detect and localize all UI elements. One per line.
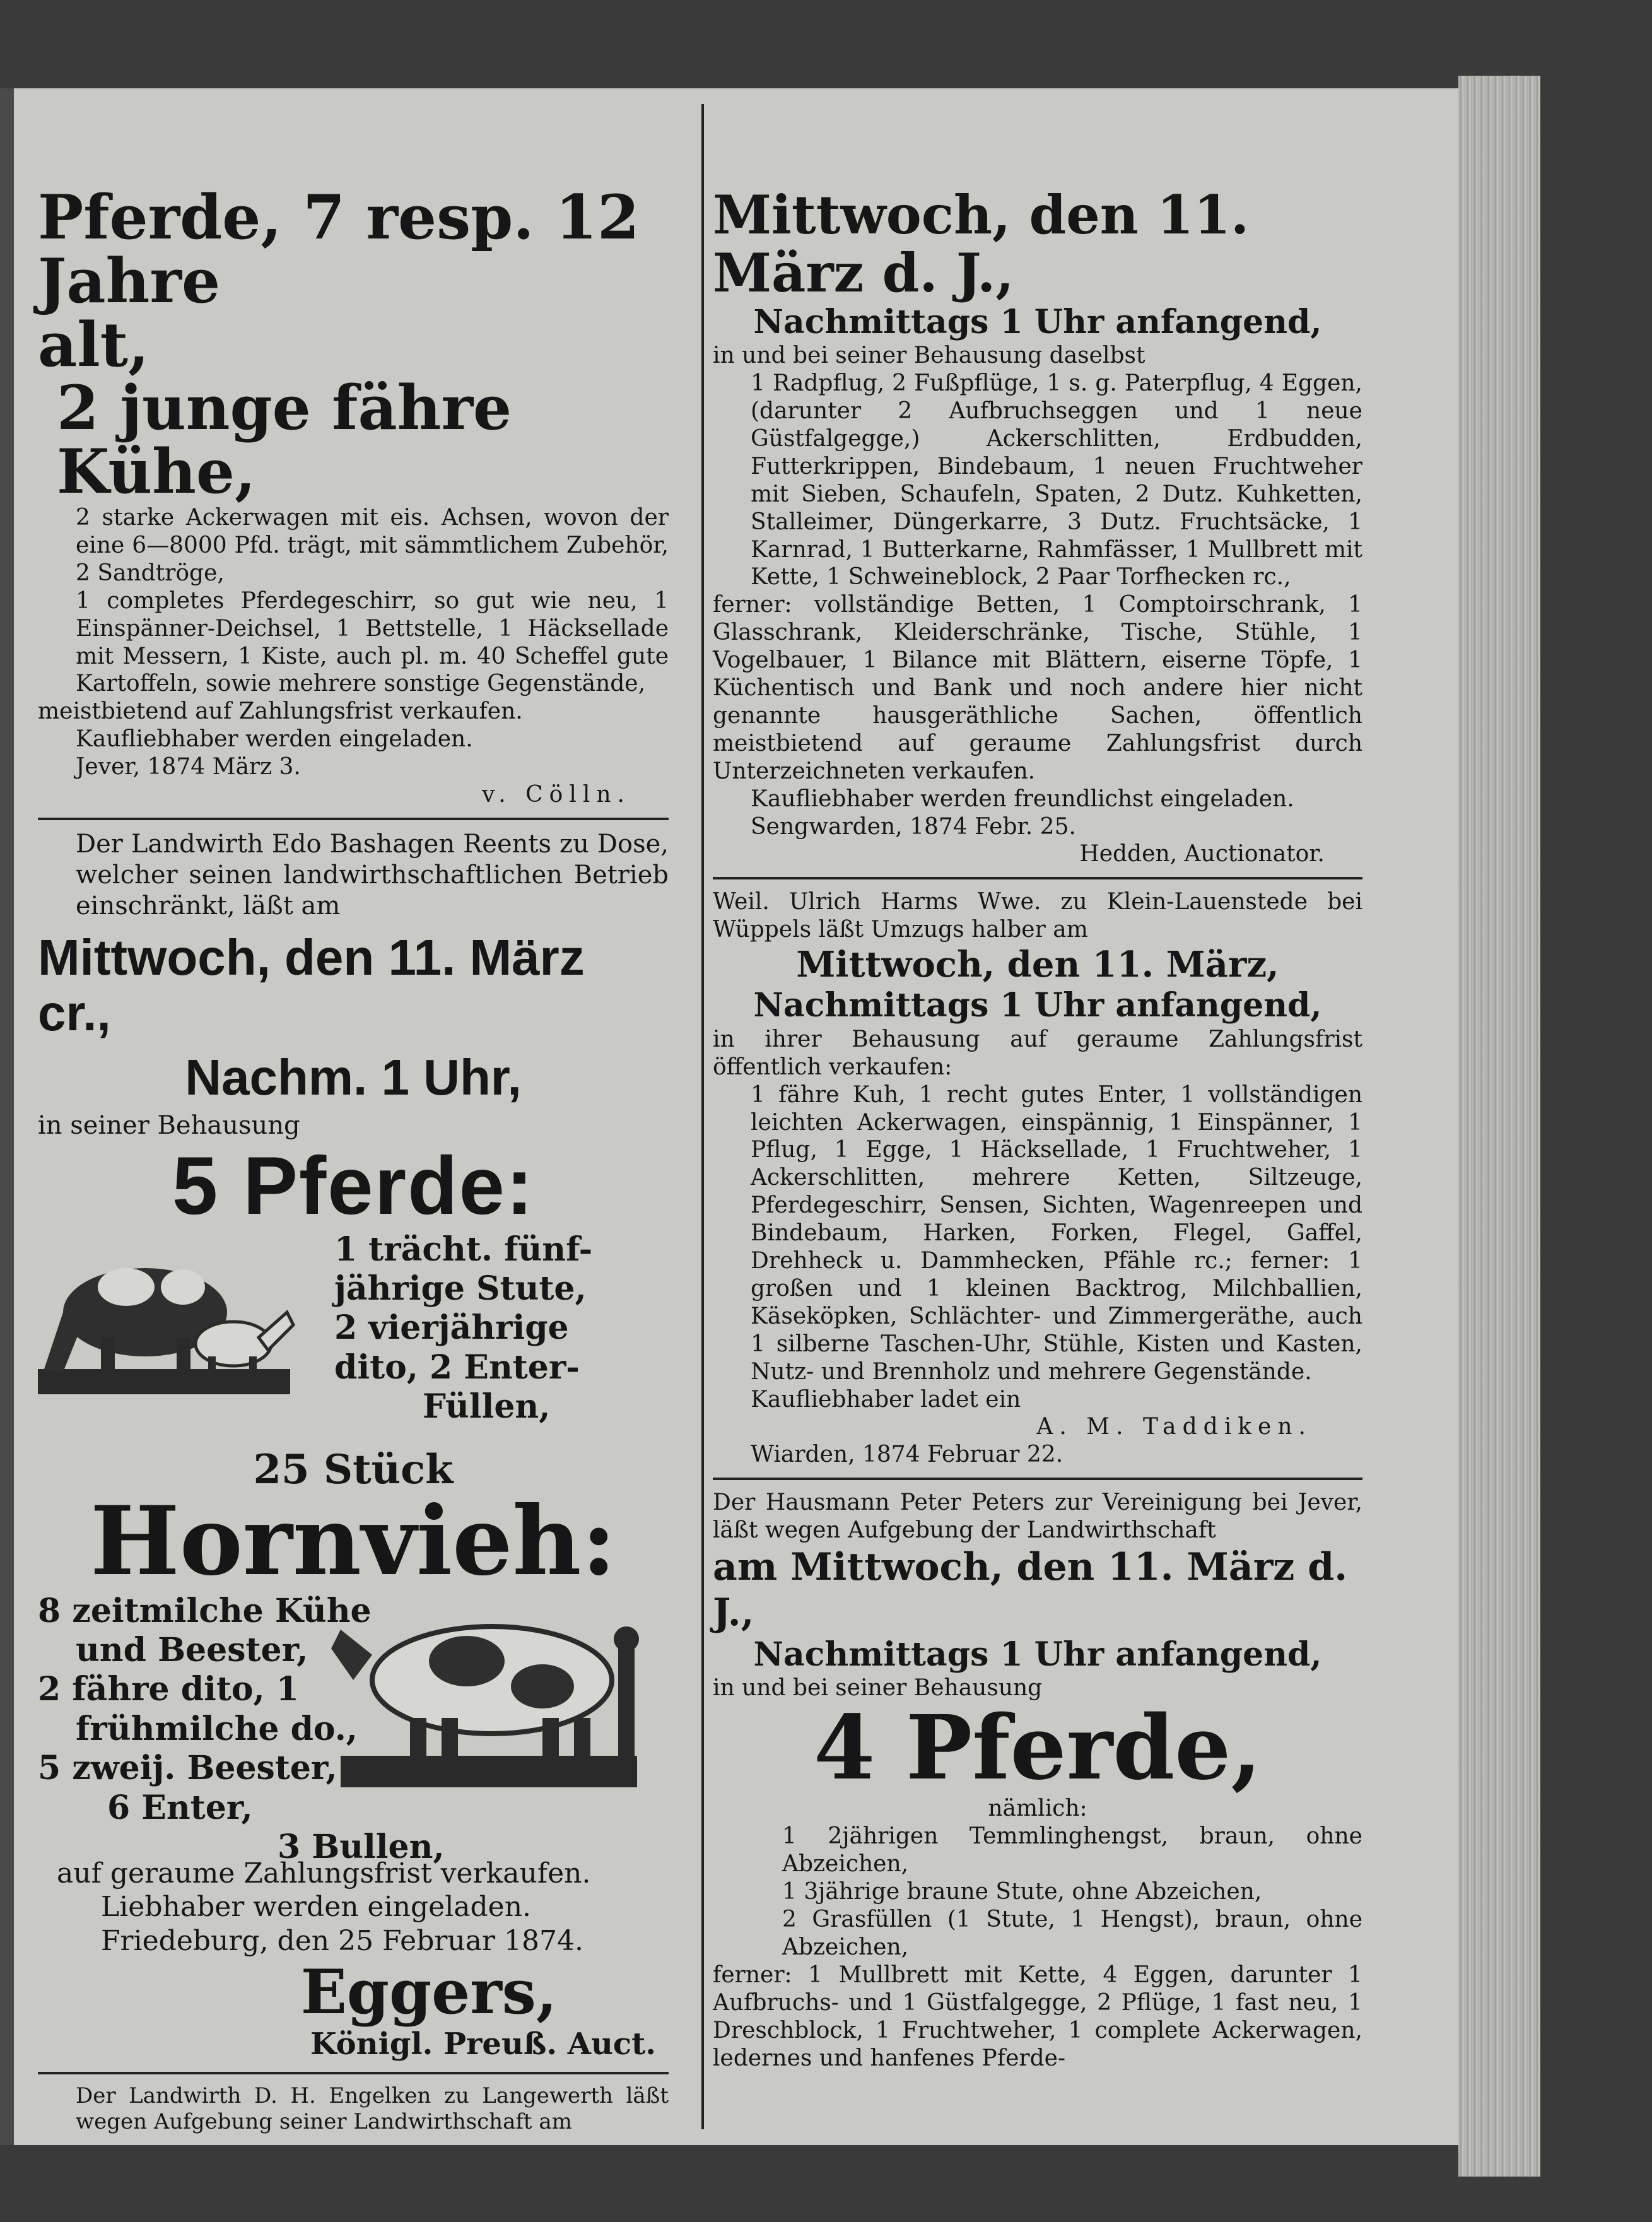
ad-auction-hedden (713, 186, 1362, 868)
ad-date: Sengwarden, 1874 Febr. 25. (751, 813, 1076, 840)
ad-item: 6 Enter, (107, 1788, 253, 1827)
ad-item: 8 zeitmilche Kühe (38, 1591, 372, 1630)
ad-place: in und bei seiner Behausung daselbst (713, 343, 1145, 369)
ad-separator (713, 1478, 1362, 1480)
book-page-edges (1458, 76, 1540, 2177)
ad-invite: Kaufliebhaber ladet ein (751, 1386, 1021, 1413)
ad-item: dito, 2 Enter- (334, 1348, 580, 1387)
ad-date-heading: am Mittwoch, den 11. März d. J., (713, 1545, 1348, 1635)
ad-place: in ihrer Behausung auf geraume Zahlungsfrist öffentlich verkaufen: (713, 1026, 1362, 1080)
ad-heading: 2 junge fähre Kühe, (57, 372, 512, 508)
ad-intro: Der Landwirth Edo Bashagen Reents zu Dose, welcher seinen landwirthschaftlichen Betrieb einschränkt, läßt am (76, 829, 669, 920)
ad-date: Jever, 1874 März 3. (76, 754, 301, 780)
book-binding-edge (0, 88, 14, 2145)
ad-title: Königl. Preuß. Auct. (310, 2026, 656, 2062)
ad-item: 2 vierjährige (334, 1308, 569, 1348)
ad-cattle-heading: Hornvieh: (90, 1486, 616, 1597)
ad-text: nämlich: (988, 1796, 1087, 1822)
ad-intro: Weil. Ulrich Harms Wwe. zu Klein-Lauenstede bei Wüppels läßt Umzugs halber am (713, 889, 1362, 943)
ad-horses-heading: 5 Pferde: (172, 1139, 535, 1232)
ad-count-heading: 25 Stück (253, 1445, 454, 1493)
ad-item: 1 3jährige braune Stute, ohne Abzeichen, (782, 1879, 1262, 1905)
ad-separator (38, 2072, 669, 2074)
ad-date-heading: Mittwoch, den 11. März d. J., (713, 184, 1250, 305)
ad-date-heading: Mittwoch, den 11. März cr., (38, 929, 585, 1042)
ad-item: 2 fähre dito, 1 (38, 1670, 299, 1709)
ad-items: ferner: 1 Mullbrett mit Kette, 4 Eggen, darunter 1 Aufbruchs- und 1 Güstfalgegge, 2 Pflüge, 1 fast neu, 1 Dreschblock, 1 Fruchtweher, 1 complete Ackerwagen, ledernes und hanfenes Pferde- (713, 1961, 1362, 2071)
ad-items: 1 fähre Kuh, 1 recht gutes Enter, 1 vollständigen leichten Ackerwagen, einspännig, 1 Einspänner, 1 Pflug, 1 Egge, 1 Häcksellade, 1 Fruchtweher, 1 Ackerschlitten, mehrere Ketten, Siltzeuge, Pferdegeschirr, Sensen, Sichten, Wagenreepen und Bindebaum, Harken, Forken, Flegel, Gaffel, Drehheck u. Dammhecken, Pfähle rc.; ferner: 1 großen und 1 kleinen Backtrog, Milchballien, Käseköpken, Schlächter- und Zimmergeräthe, auch 1 silberne Taschen-Uhr, Stühle, Kisten und Kasten, Nutz- und Brennholz und mehrere Gegenstände. (751, 1081, 1362, 1385)
ad-item: 3 Bullen, (278, 1828, 445, 1867)
ad-signature: Eggers, (300, 1956, 558, 2028)
ad-item: jährige Stute, (334, 1269, 587, 1308)
ad-separator (38, 818, 669, 820)
ad-time-heading: Nachmittags 1 Uhr anfangend, (753, 1635, 1322, 1674)
ad-item: frühmilche do., (76, 1709, 358, 1748)
ad-place: in seiner Behausung (38, 1111, 300, 1141)
ad-intro: Der Hausmann Peter Peters zur Vereinigung bei Jever, läßt wegen Aufgebung der Landwirthschaft (713, 1490, 1362, 1544)
ad-invite: Liebhaber werden eingeladen. (101, 1891, 532, 1924)
ad-auction-peters (713, 1489, 1362, 2072)
ad-items: ferner: vollständige Betten, 1 Comptoirschrank, 1 Glasschrank, Kleiderschränke, Tische, Stühle, 1 Vogelbauer, 1 Bilance mit Blättern, eiserne Töpfe, 1 Küchentisch und Bank und noch andere hier nicht genannte hausgeräthliche Sachen, öffentlich meistbietend auf geraume Zahlungsfrist durch Unterzeichneten verkaufen. (713, 592, 1362, 784)
ad-intro: Der Landwirth D. H. Engelken zu Langewerth läßt wegen Aufgebung seiner Landwirthschaft am (76, 2083, 669, 2135)
ad-signature: Hedden, Auctionator. (1079, 841, 1325, 867)
ad-place: in und bei seiner Behausung (713, 1675, 1043, 1702)
ad-date: Wiarden, 1874 Februar 22. (751, 1442, 1063, 1468)
ad-date: Friedeburg, den 25 Februar 1874. (101, 1925, 583, 1958)
ad-invite: Kaufliebhaber werden eingeladen. (76, 726, 473, 753)
ad-items: 1 Radpflug, 2 Fußpflüge, 1 s. g. Paterpflug, 4 Eggen, (darunter 2 Aufbruchseggen und 1 neue Güstfalgegge,) Ackerschlitten, Erdbudden, Futterkrippen, Bindebaum, 1 neuen Fruchtweher mit Sieben, Schaufeln, Spaten, 2 Dutz. Kuhketten, Stalleimer, Düngerkarre, 3 Dutz. Fruchtsäcke, 1 Karnrad, 1 Butterkarne, Rahmfässer, 1 Mullbrett mit Kette, 1 Schweineblock, 2 Paar Torfhecken rc., (751, 370, 1362, 591)
left-column (38, 82, 669, 2136)
ad-text: auf geraume Zahlungsfrist verkaufen. (57, 1857, 591, 1890)
ad-item: 1 trächt. fünf- (334, 1230, 593, 1269)
ad-text: 1 completes Pferdegeschirr, so gut wie neu, 1 Einspänner-Deichsel, 1 Bettstelle, 1 Häcksellade mit Messern, 1 Kiste, auch pl. m. 40 Scheffel gute Kartoffeln, sowie mehrere sonstige Gegenstände, (76, 587, 669, 697)
ad-text: meistbietend auf Zahlungsfrist verkaufen. (38, 698, 523, 725)
ad-item: und Beester, (76, 1631, 308, 1670)
ad-time-heading: Nachmittags 1 Uhr anfangend, (753, 302, 1322, 341)
ad-auction-cölln (38, 182, 669, 809)
ad-signature: A. M. Taddiken. (1036, 1414, 1312, 1440)
ad-time-heading: Nachmittags 1 Uhr anfangend, (753, 986, 1322, 1025)
horse-woodcut-illustration (38, 1243, 303, 1420)
ad-horses-heading: 4 Pferde, (813, 1696, 1262, 1801)
right-column (713, 82, 1362, 2072)
ad-auction-harms (713, 888, 1362, 1469)
ad-item: 5 zweij. Beester, (38, 1749, 337, 1788)
ad-invite: Kaufliebhaber werden freundlichst eingeladen. (751, 785, 1294, 812)
ad-item: 1 2jährigen Temmlinghengst, braun, ohne Abzeichen, (782, 1823, 1362, 1878)
ad-heading: alt, (38, 309, 149, 380)
ad-text: 2 starke Ackerwagen mit eis. Achsen, wovon der eine 6—8000 Pfd. trägt, mit sämmtlichem Zubehör, 2 Sandtröge, (76, 504, 669, 586)
ad-auction-reents (38, 829, 669, 2063)
ad-auction-engelken (38, 2083, 669, 2136)
ad-item: Füllen, (423, 1387, 551, 1426)
ad-heading: Pferde, 7 resp. 12 Jahre (38, 182, 640, 317)
cow-woodcut-illustration (315, 1592, 669, 1800)
ad-signature: v. Cölln. (482, 782, 631, 808)
cattle-section (38, 1591, 669, 1867)
ad-time-heading: Nachm. 1 Uhr, (185, 1049, 522, 1106)
ad-date-heading: Mittwoch, den 11. März, (796, 944, 1279, 986)
ad-item: 2 Grasfüllen (1 Stute, 1 Hengst), braun, ohne Abzeichen, (782, 1907, 1362, 1960)
column-divider (701, 104, 704, 2129)
ad-separator (713, 877, 1362, 879)
horse-section (38, 1230, 669, 1445)
